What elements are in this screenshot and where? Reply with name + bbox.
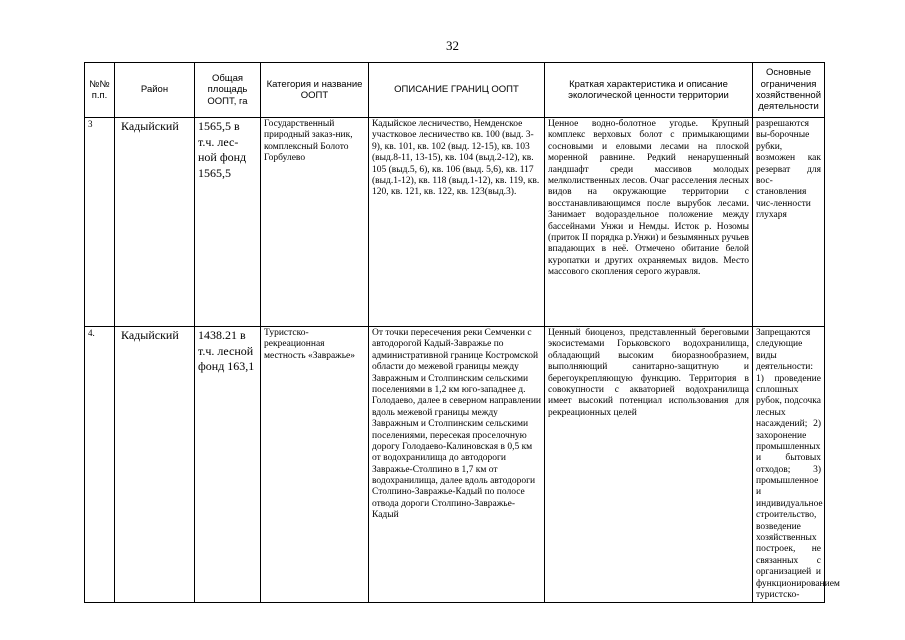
header-area: Общая площадь ООПТ, га xyxy=(195,63,261,118)
row-restrictions: Запрещаются следующие виды деятельности: 1) проведение сплошных рубок, подсочка лесных насаждений; 2) захоронение промышленных и бытовых отходов; 3) промышленное и индивидуальное строительство, возведение хозяйственных построек, не связанных с организацией и функционированием туристско- xyxy=(753,327,825,603)
row-characteristics: Ценный биоценоз, представленный береговыми экосистемами Горьковского водохранилища, обладающий высоким биоразнообразием, выполняющий санитарно-защитную и берегоукрепляющую функцию. Территория в совокупности с акваторией водохранилища имеет высокий потенциал использования для рекреационных целей xyxy=(545,327,753,603)
row-district: Кадыйский xyxy=(115,118,195,327)
table-row xyxy=(85,327,825,603)
row-number: 4. xyxy=(85,327,115,603)
table-header-row xyxy=(85,63,825,118)
row-area: 1565,5 в т.ч. лес-ной фонд 1565,5 xyxy=(195,118,261,327)
row-district: Кадыйский xyxy=(115,327,195,603)
row-restrictions: разрешаются вы-борочные рубки, возможен как резерват для вос-становления чис-ленности глухаря xyxy=(753,118,825,327)
header-district: Район xyxy=(115,63,195,118)
page-number: 32 xyxy=(446,38,459,53)
table-row xyxy=(85,118,825,327)
protected-areas-table xyxy=(84,62,840,603)
row-boundaries: Кадыйское лесничество, Немденское участковое лесничество кв. 100 (выд. 3-9), кв. 101, кв. 102 (выд. 12-15), кв. 103 (выд.8-11, 13-15), кв. 104 (выд.2-12), кв. 105 (выд.5, 6), кв. 106 (выд. 5,6), кв. 117 (выд.1-12), кв. 118 (выд.1-12), кв. 119, кв. 120, кв. 121, кв. 122, кв. 123(выд.3). xyxy=(369,118,545,327)
row-category: Туристско-рекреационная местность «Завражье» xyxy=(261,327,369,603)
row-area: 1438.21 в т.ч. лесной фонд 163,1 xyxy=(195,327,261,603)
row-characteristics: Ценное водно-болотное угодье. Крупный комплекс верховых болот с примыкающими сосновыми и еловыми лесами на плоской моренной равнине. Редкий ненарушенный ландшафт среди массивов молодых мелколиственных лесов. Очаг расселения лесных видов на окружающие территории с восстанавливающимся после вырубок лесами. Занимает водораздельное положение между бассейнами Унжи и Немды. Исток р. Нозомы (приток II порядка р.Унжи) и безымянных ручьев впадающих в неё. Отмечено обитание белой куропатки и других охраняемых видов. Место массового скопления серого журавля. xyxy=(545,118,753,327)
row-number: 3 xyxy=(85,118,115,327)
row-category: Государственный природный заказ-ник, комплексный Болото Горбулево xyxy=(261,118,369,327)
header-number: №№ п.п. xyxy=(85,63,115,118)
header-restrictions: Основные ограничения хозяйственной деятельности xyxy=(753,63,825,118)
header-characteristics: Краткая характеристика и описание экологической ценности территории xyxy=(545,63,753,118)
row-boundaries: От точки пересечения реки Семченки с автодорогой Кадый-Завражье по административной границе Костромской области до межевой границы между Завражным и Столпинским сельскими поселениями в 1,2 км юго-западнее д. Голодаево, далее в северном направлении вдоль межевой границы между Завражным и Столпинским сельскими поселениями, пересекая проселочную дорогу Голодаево-Калиновская в 0,5 км от водохранилища до автодороги Завражье-Столпино в 1,7 км от водохранилища, далее вдоль автодороги Столпино-Завражье-Кадый по полосе отвода дороги Столпино-Завражье-Кадый xyxy=(369,327,545,603)
header-category: Категория и название ООПТ xyxy=(261,63,369,118)
header-boundaries: ОПИСАНИЕ ГРАНИЦ ООПТ xyxy=(369,63,545,118)
